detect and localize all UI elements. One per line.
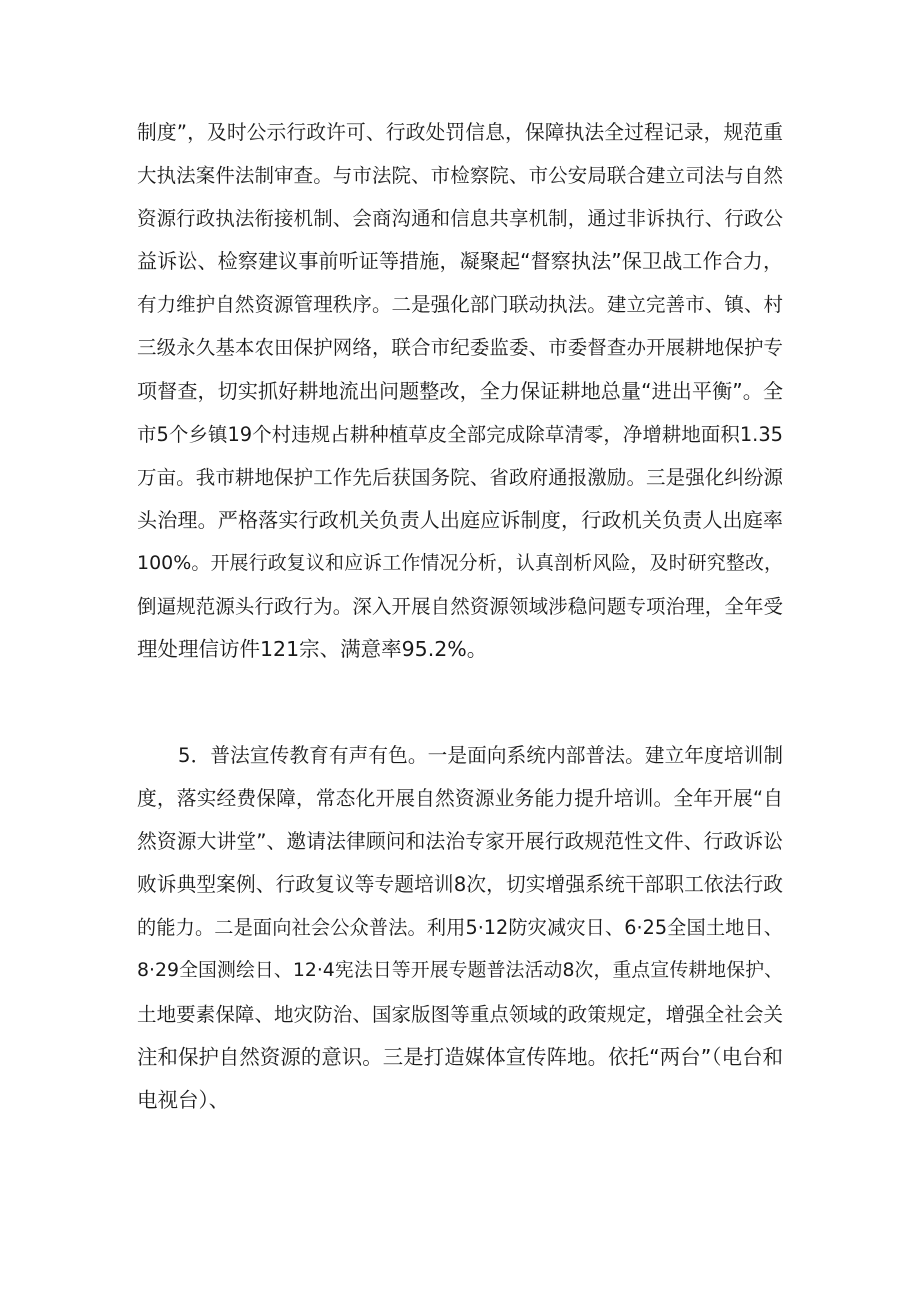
text-line: 5．普法宣传教育有声有色。一是面向系统内部普法。建立年度培训制 <box>178 744 783 767</box>
text-line: 项督查，切实抓好耕地流出问题整改，全力保证耕地总量“进出平衡”。全 <box>137 378 783 403</box>
text-line: 倒逼规范源头行政行为。深入开展自然资源领域涉稳问题专项治理，全年受 <box>137 595 783 619</box>
text-line: 度，落实经费保障，常态化开展自然资源业务能力提升培训。全年开展“自 <box>137 787 783 811</box>
text-line: 万亩。我市耕地保护工作先后获国务院、省政府通报激励。三是强化纠纷源 <box>137 465 783 489</box>
text-line: 理处理信访件121宗、满意率95.2%。 <box>137 637 488 662</box>
text-line: 败诉典型案例、行政复议等专题培训8次，切实增强系统干部职工依法行政 <box>137 873 783 897</box>
text-line: 制度”，及时公示行政许可、行政处罚信息，保障执法全过程记录，规范重 <box>137 121 783 144</box>
text-line: 市5个乡镇19个村违规占耕种植草皮全部完成除草清零，净增耕地面积1.35 <box>137 422 783 446</box>
paragraph-legal-education <box>137 734 783 1122</box>
text-line: 8·29全国测绘日、12·4宪法日等开展专题普法活动8次，重点宣传耕地保护、 <box>137 960 783 982</box>
text-line: 资源行政执法衔接机制、会商沟通和信息共享机制，通过非诉执行、行政公 <box>137 207 783 231</box>
text-line: 头治理。严格落实行政机关负责人出庭应诉制度，行政机关负责人出庭率 <box>137 507 783 532</box>
text-line: 注和保护自然资源的意识。三是打造媒体宣传阵地。依托“两台”（电台和 <box>137 1044 783 1069</box>
text-line: 有力维护自然资源管理秩序。二是强化部门联动执法。建立完善市、镇、村 <box>137 293 783 317</box>
text-line: 的能力。二是面向社会公众普法。利用5·12防灾减灾日、6·25全国土地日、 <box>137 916 783 940</box>
text-line: 三级永久基本农田保护网络，联合市纪委监委、市委督查办开展耕地保护专 <box>137 336 783 360</box>
text-line: 100%。开展行政复议和应诉工作情况分析，认真剖析风险，及时研究整改， <box>137 551 783 574</box>
text-line: 电视台）、 <box>137 1087 230 1112</box>
text-line: 益诉讼、检察建议事前听证等措施，凝聚起“督察执法”保卫战工作合力， <box>137 249 783 274</box>
paragraph-enforcement <box>137 111 783 671</box>
text-line: 土地要素保障、地灾防治、国家版图等重点领域的政策规定，增强全社会关 <box>137 1002 783 1026</box>
text-line: 然资源大讲堂”、邀请法律顾问和法治专家开展行政规范性文件、行政诉讼 <box>137 830 783 854</box>
text-line: 大执法案件法制审查。与市法院、市检察院、市公安局联合建立司法与自然 <box>137 164 783 188</box>
